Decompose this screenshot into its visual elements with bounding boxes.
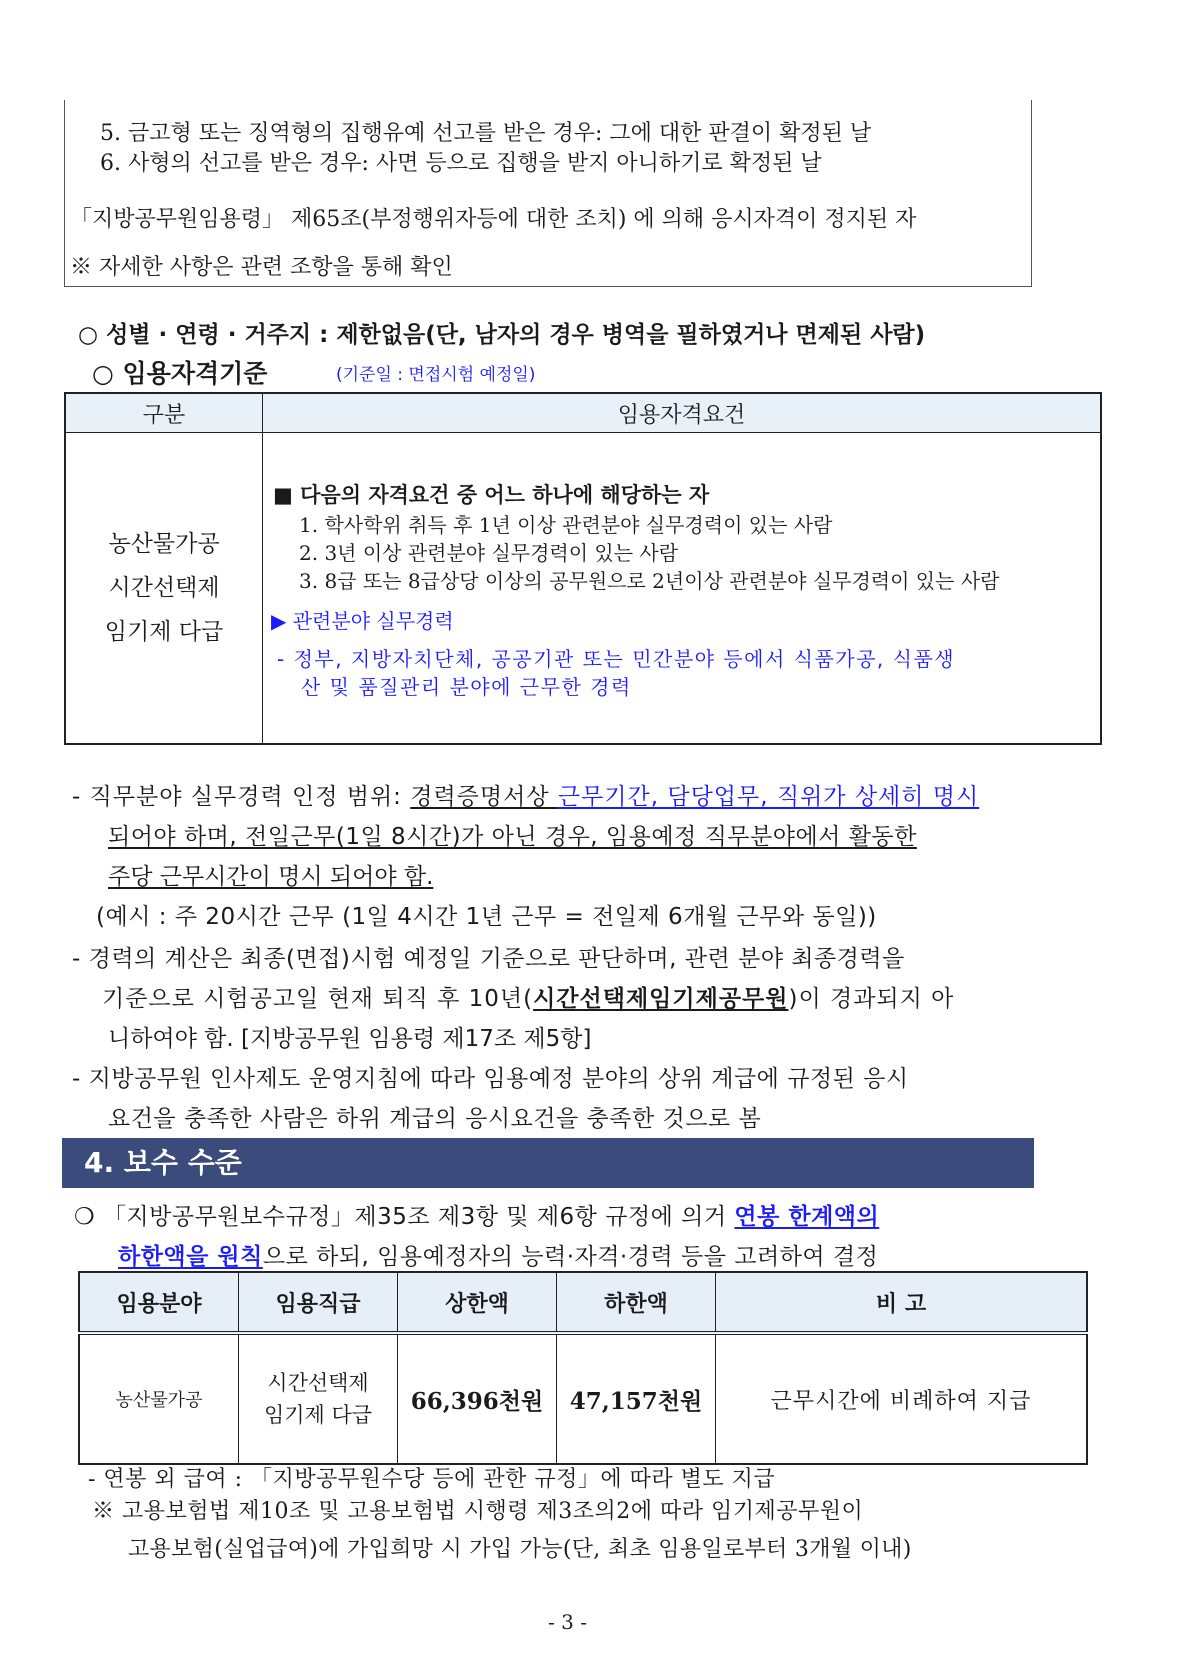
intro-highlight: 하한액을 원칙 bbox=[118, 1244, 263, 1270]
experience-note-2-line3: 니하여야 함. [지방공무원 임용령 제17조 제5항] bbox=[108, 1026, 592, 1052]
salary-header: 임용직급 bbox=[239, 1272, 398, 1333]
req-item: 2. 3년 이상 관련분야 실무경력이 있는 사람 bbox=[299, 541, 679, 565]
experience-note-1-line3: 주당 근무시간이 명시 되어야 함. bbox=[108, 864, 434, 890]
note-highlight: 시간선택제임기제공무원 bbox=[533, 986, 789, 1012]
experience-example: (예시 : 주 20시간 근무 (1일 4시간 1년 근무 = 전일제 6개월 근무와 동일)) bbox=[96, 904, 877, 930]
page-number: - 3 - bbox=[548, 1610, 587, 1634]
header-requirements: 임용자격요건 bbox=[263, 393, 1102, 433]
disq-note: ※ 자세한 사항은 관련 조항을 통해 확인 bbox=[70, 255, 453, 280]
disq-item-6: 6. 사형의 선고를 받은 경우: 사면 등으로 집행을 받지 아니하기로 확정된 날 bbox=[100, 151, 822, 176]
intro-text: ❍ 「지방공무원보수규정」제35조 제3항 및 제6항 규정에 의거 bbox=[74, 1204, 735, 1230]
section-title-salary bbox=[62, 1138, 1034, 1188]
requirements-cell bbox=[263, 433, 1102, 745]
qualification-table bbox=[64, 392, 1102, 745]
related-field-desc: 산 및 품질관리 분야에 근무한 경력 bbox=[301, 675, 632, 699]
note-text: 기준으로 시험공고일 현재 퇴직 후 10년( bbox=[102, 986, 534, 1012]
note-text: - 직무분야 실무경력 인정 범위: bbox=[72, 784, 411, 810]
salary-header: 하한액 bbox=[557, 1272, 716, 1333]
category-line: 임기제 다급 bbox=[104, 619, 224, 645]
category-line: 시간선택제 bbox=[108, 575, 220, 601]
experience-note-1 bbox=[72, 778, 979, 811]
gender-age-rule: ○ 성별 · 연령 · 거주지 : 제한없음(단, 남자의 경우 병역을 필하였거나 면제된 사람) bbox=[78, 322, 926, 348]
experience-note-2: - 경력의 계산은 최종(면접)시험 예정일 기준으로 판단하며, 관련 분야 최종경력을 bbox=[72, 946, 905, 972]
salary-intro-line2 bbox=[118, 1238, 878, 1271]
disq-item-5: 5. 금고형 또는 징역형의 집행유예 선고를 받은 경우: 그에 대한 판결이 확정된 날 bbox=[100, 121, 872, 146]
salary-header: 상한액 bbox=[398, 1272, 557, 1333]
note-highlight: 근무기간, 담당업무, 직위가 상세히 명시 bbox=[557, 784, 980, 810]
category-line: 농산물가공 bbox=[108, 531, 220, 557]
qualification-title: ○ 임용자격기준 bbox=[92, 359, 268, 388]
salary-extra-3: 고용보험(실업급여)에 가입희망 시 가입 가능(단, 최초 임용일로부터 3개월 이내) bbox=[128, 1537, 912, 1562]
related-field-desc: - 정부, 지방자치단체, 공공기관 또는 민간분야 등에서 식품가공, 식품생 bbox=[277, 647, 956, 671]
req-intro: ■ 다음의 자격요건 중 어느 하나에 해당하는 자 bbox=[273, 483, 710, 507]
req-item: 1. 학사학위 취득 후 1년 이상 관련분야 실무경력이 있는 사람 bbox=[299, 513, 833, 537]
qualification-basis-date: (기준일 : 면접시험 예정일) bbox=[336, 365, 536, 385]
grade-line: 임기제 다급 bbox=[263, 1403, 373, 1427]
related-field-title: ▶ 관련분야 실무경력 bbox=[271, 609, 454, 633]
experience-note-2-line2 bbox=[102, 980, 954, 1013]
salary-header: 비 고 bbox=[716, 1272, 1088, 1333]
salary-intro bbox=[74, 1198, 879, 1231]
salary-lower: 47,157천원 bbox=[557, 1333, 716, 1464]
salary-field: 농산물가공 bbox=[79, 1333, 239, 1464]
experience-note-1-line2: 되어야 하며, 전일근무(1일 8시간)가 아닌 경우, 임용예정 직무분야에서 활동한 bbox=[108, 824, 917, 850]
section-title-text: 4. 보수 수준 bbox=[84, 1146, 242, 1179]
intro-text: 으로 하되, 임용예정자의 능력·자격·경력 등을 고려하여 결정 bbox=[262, 1244, 879, 1270]
intro-highlight: 연봉 한계액의 bbox=[734, 1204, 880, 1230]
experience-note-3: - 지방공무원 인사제도 운영지침에 따라 임용예정 분야의 상위 계급에 규정된 응시 bbox=[72, 1066, 909, 1092]
disq-article: 「지방공무원임용령」 제65조(부정행위자등에 대한 조치) 에 의해 응시자격이 정지된 자 bbox=[70, 207, 917, 232]
note-text: 경력증명서상 bbox=[410, 784, 558, 810]
category-cell bbox=[65, 433, 263, 745]
salary-extra-1: - 연봉 외 급여 : 「지방공무원수당 등에 관한 규정」에 따라 별도 지급 bbox=[88, 1467, 776, 1492]
salary-grade bbox=[239, 1333, 398, 1464]
grade-line: 시간선택제 bbox=[267, 1371, 369, 1395]
salary-header: 임용분야 bbox=[79, 1272, 239, 1333]
experience-note-3-line2: 요건을 충족한 사람은 하위 계급의 응시요건을 충족한 것으로 봄 bbox=[108, 1106, 762, 1132]
note-text: )이 경과되지 아 bbox=[788, 986, 955, 1012]
header-category: 구분 bbox=[65, 393, 263, 433]
salary-table bbox=[78, 1271, 1088, 1465]
salary-extra-2: ※ 고용보험법 제10조 및 고용보험법 시행령 제3조의2에 따라 임기제공무원이 bbox=[92, 1499, 864, 1524]
salary-upper: 66,396천원 bbox=[398, 1333, 557, 1464]
req-item: 3. 8급 또는 8급상당 이상의 공무원으로 2년이상 관련분야 실무경력이 있는 사람 bbox=[299, 569, 1000, 593]
salary-note: 근무시간에 비례하여 지급 bbox=[716, 1333, 1088, 1464]
